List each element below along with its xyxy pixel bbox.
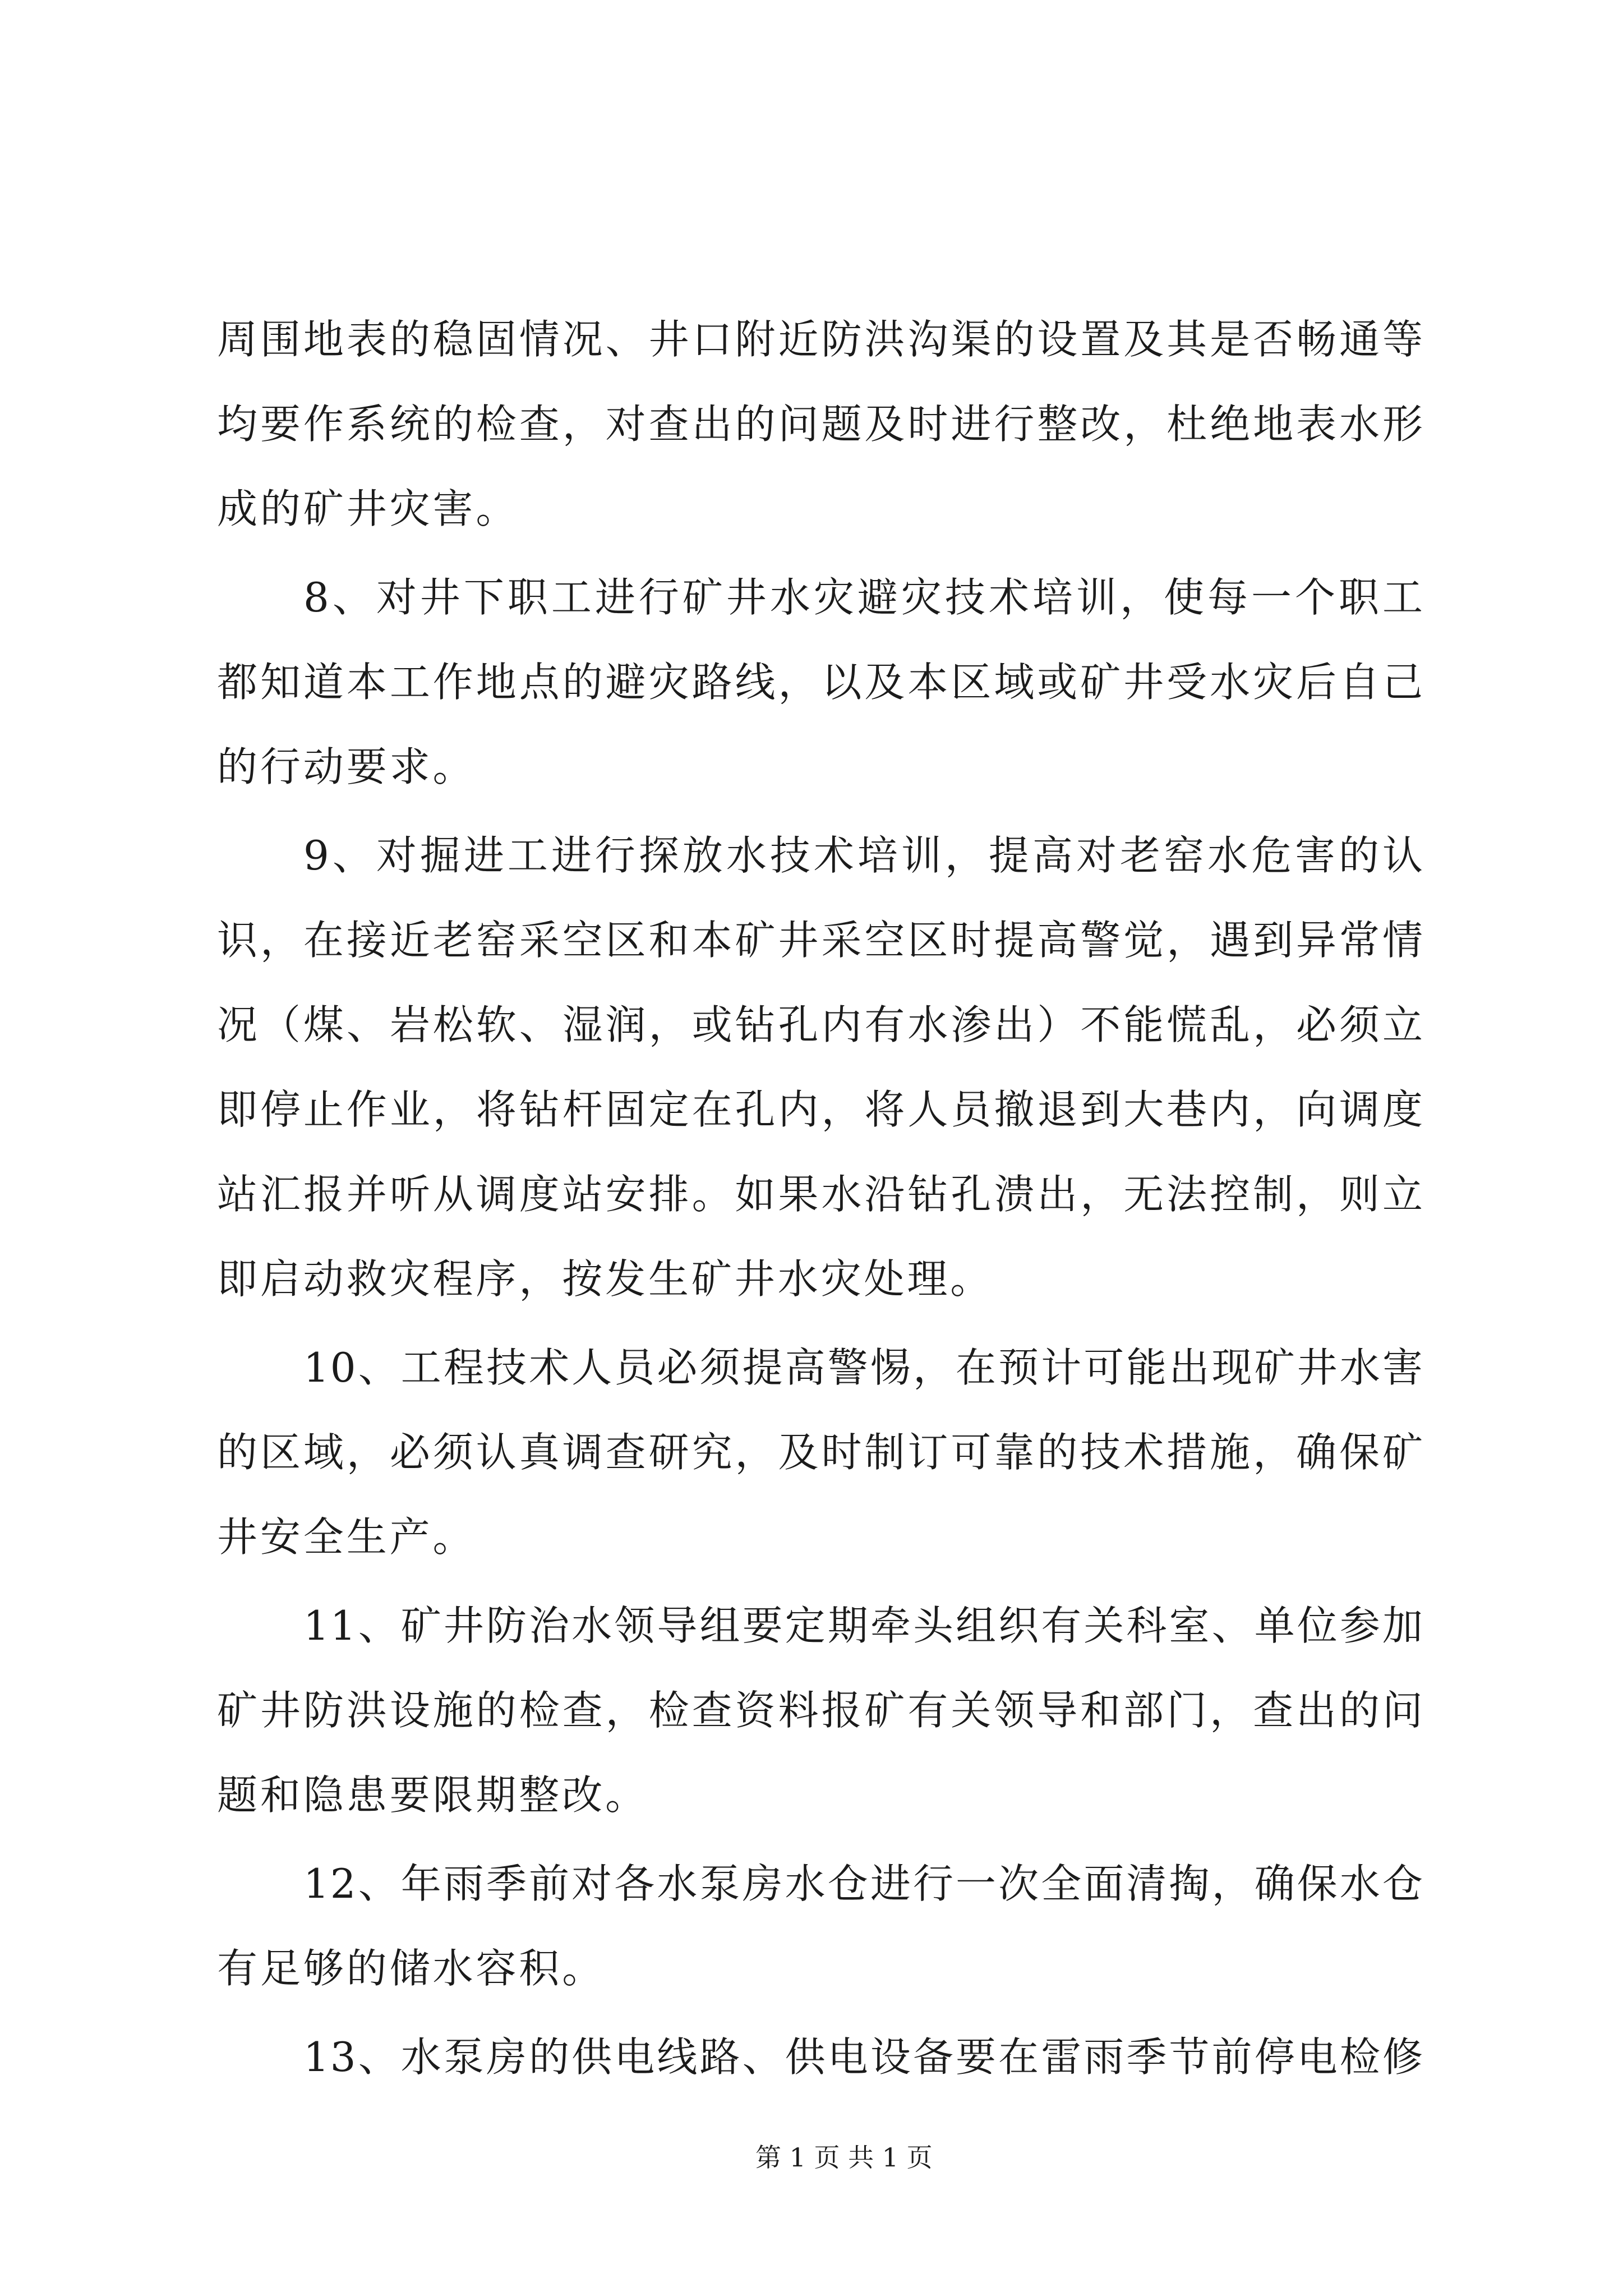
paragraph-item-9	[217, 813, 1424, 1322]
paragraph-continued	[217, 297, 1424, 551]
text-line: 站汇报并听从调度站安排。如果水沿钻孔溃出，无法控制，则立	[217, 1171, 1424, 1218]
text-line: 有足够的储水容积。	[217, 1945, 606, 1992]
text-line: 的行动要求。	[217, 743, 476, 790]
paragraph-item-11	[217, 1584, 1424, 1838]
text-line: 10、工程技术人员必须提高警惕，在预计可能出现矿井水害	[303, 1344, 1424, 1391]
text-line: 均要作系统的检查，对查出的问题及时进行整改，杜绝地表水形	[217, 401, 1424, 448]
text-line: 11、矿井防治水领导组要定期牵头组织有关科室、单位参加	[303, 1602, 1424, 1649]
text-line: 周围地表的稳固情况、井口附近防洪沟渠的设置及其是否畅通等	[217, 316, 1424, 363]
text-line: 井安全生产。	[217, 1513, 476, 1561]
text-line: 的区域，必须认真调查研究，及时制订可靠的技术措施，确保矿	[217, 1429, 1424, 1476]
paragraph-item-13	[217, 2015, 1424, 2100]
text-line: 即启动救灾程序，按发生矿井水灾处理。	[217, 1255, 994, 1303]
paragraph-item-8	[217, 555, 1424, 809]
paragraph-item-12	[217, 1842, 1424, 2011]
text-line: 识，在接近老窑采空区和本矿井采空区时提高警觉，遇到异常情	[217, 917, 1424, 964]
text-line: 8、对井下职工进行矿井水灾避灾技术培训，使每一个职工	[303, 574, 1424, 621]
text-line: 12、年雨季前对各水泵房水仓进行一次全面清掏，确保水仓	[303, 1860, 1424, 1907]
text-line: 13、水泵房的供电线路、供电设备要在雷雨季节前停电检修	[303, 2033, 1424, 2081]
text-line: 都知道本工作地点的避灾路线，以及本区域或矿井受水灾后自己	[217, 659, 1424, 706]
text-line: 成的矿井灾害。	[217, 485, 519, 532]
text-line: 9、对掘进工进行探放水技术培训，提高对老窑水危害的认	[303, 832, 1424, 879]
text-line: 即停止作业，将钻杆固定在孔内，将人员撤退到大巷内，向调度	[217, 1086, 1424, 1133]
text-line: 矿井防洪设施的检查，检查资料报矿有关领导和部门，查出的问	[217, 1687, 1424, 1734]
page-number-footer: 第 1 页 共 1 页	[755, 2142, 933, 2173]
text-line: 题和隐患要限期整改。	[217, 1772, 649, 1819]
document-body	[217, 297, 1424, 2104]
text-line: 况（煤、岩松软、湿润，或钻孔内有水渗出）不能慌乱，必须立	[217, 1001, 1424, 1048]
paragraph-item-10	[217, 1326, 1424, 1580]
